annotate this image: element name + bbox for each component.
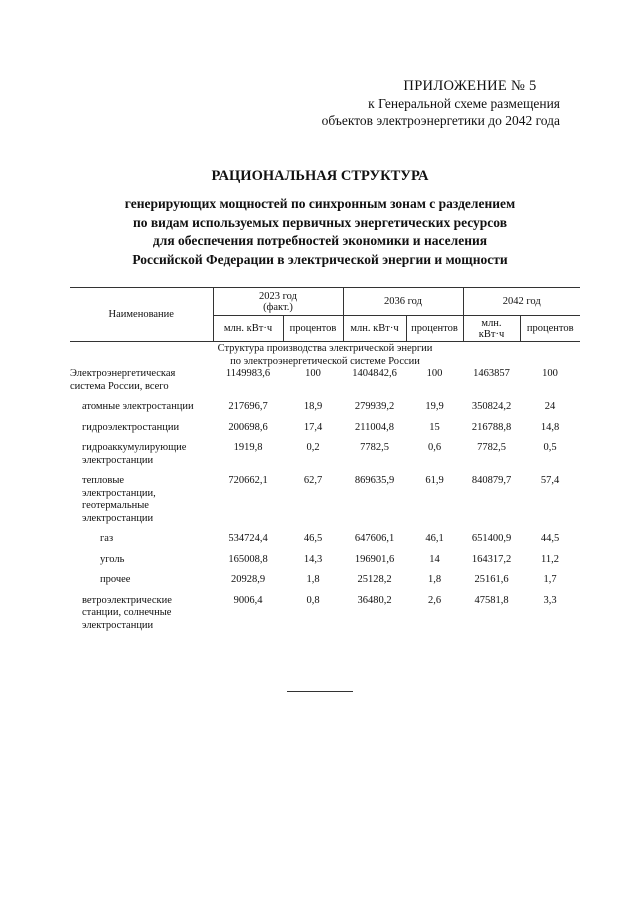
subtitle-line: Российской Федерации в электрической энергии и мощности bbox=[132, 251, 508, 267]
cell-value: 0,6 bbox=[427, 442, 442, 453]
table-row bbox=[70, 574, 580, 595]
appendix-title: ПРИЛОЖЕНИЕ № 5 bbox=[403, 78, 537, 94]
cell-value: 20928,9 bbox=[230, 574, 266, 585]
cell-value: 196901,6 bbox=[354, 553, 395, 565]
row-name: Электроэнергетическая система России, всего bbox=[70, 368, 176, 392]
cell-value: 100 bbox=[426, 368, 443, 379]
cell-value: 0,8 bbox=[306, 594, 320, 606]
header-year-2023: 2023 год (факт.) bbox=[213, 288, 343, 316]
table-row bbox=[70, 368, 580, 401]
data-table bbox=[70, 287, 580, 640]
header-unit: млн. кВт·ч bbox=[463, 316, 520, 342]
subtitle-line: по видам используемых первичных энергетических ресурсов bbox=[132, 214, 508, 230]
cell-value: 61,9 bbox=[425, 475, 444, 486]
cell-value: 647606,1 bbox=[354, 533, 395, 544]
cell-value: 164317,2 bbox=[471, 553, 512, 565]
cell-value: 279939,2 bbox=[354, 401, 395, 412]
cell-value: 1,8 bbox=[427, 574, 442, 585]
cell-value: 25161,6 bbox=[474, 574, 509, 585]
cell-value: 720662,1 bbox=[228, 475, 268, 486]
table-body bbox=[70, 342, 580, 641]
cell-value: 869635,9 bbox=[354, 475, 395, 486]
cell-value: 1,8 bbox=[306, 574, 320, 585]
appendix-line-1: к Генеральной схеме размещения bbox=[368, 96, 560, 111]
row-name: гидроаккумулирующие электростанции bbox=[82, 442, 187, 466]
cell-value: 7782,5 bbox=[477, 442, 506, 453]
cell-value: 7782,5 bbox=[360, 442, 389, 453]
cell-value: 46,1 bbox=[425, 533, 444, 544]
cell-value: 14,8 bbox=[540, 421, 560, 433]
header-unit: млн. кВт·ч bbox=[343, 316, 406, 342]
row-name: прочее bbox=[100, 574, 131, 585]
table-row bbox=[70, 554, 580, 575]
cell-value: 9006,4 bbox=[233, 594, 263, 606]
cell-value: 11,2 bbox=[541, 553, 559, 565]
cell-value: 0,2 bbox=[306, 442, 320, 453]
cell-value: 15 bbox=[429, 421, 440, 433]
table-row bbox=[70, 595, 580, 641]
cell-value: 0,5 bbox=[543, 442, 557, 453]
cell-value: 17,4 bbox=[303, 421, 323, 433]
table-row bbox=[70, 475, 580, 533]
cell-value: 200698,6 bbox=[228, 421, 268, 433]
section-title: Структура производства электрической энергии по электроэнергетической системе России bbox=[217, 343, 433, 367]
cell-value: 350824,2 bbox=[471, 401, 512, 412]
appendix-block bbox=[260, 78, 560, 129]
cell-value: 44,5 bbox=[540, 533, 560, 544]
cell-value: 18,9 bbox=[303, 401, 323, 412]
cell-value: 211004,8 bbox=[355, 421, 394, 433]
table-row bbox=[70, 401, 580, 422]
row-name: уголь bbox=[100, 553, 125, 565]
cell-value: 1149983,6 bbox=[225, 368, 271, 379]
header-year-2036: 2036 год bbox=[343, 288, 463, 316]
header-unit: процентов bbox=[406, 316, 463, 342]
cell-value: 47581,8 bbox=[474, 594, 509, 606]
cell-value: 36480,2 bbox=[357, 594, 392, 606]
cell-value: 62,7 bbox=[303, 475, 323, 486]
row-name: гидроэлектростанции bbox=[82, 421, 180, 433]
table-row bbox=[70, 442, 580, 475]
cell-value: 100 bbox=[305, 368, 321, 379]
cell-value: 100 bbox=[542, 368, 558, 379]
cell-value: 3,3 bbox=[543, 594, 557, 606]
cell-value: 14,3 bbox=[303, 553, 323, 565]
subtitle-line: генерирующих мощностей по синхронным зонам с разделением bbox=[124, 196, 516, 211]
cell-value: 19,9 bbox=[425, 401, 444, 412]
header-year-2042: 2042 год bbox=[463, 288, 580, 316]
header-unit: млн. кВт·ч bbox=[213, 316, 283, 342]
table-row bbox=[70, 422, 580, 443]
cell-value: 2,6 bbox=[427, 594, 442, 606]
subtitle-line: для обеспечения потребностей экономики и населения bbox=[152, 233, 488, 248]
cell-value: 534724,4 bbox=[228, 533, 268, 544]
cell-value: 217696,7 bbox=[228, 401, 268, 412]
document-title: РАЦИОНАЛЬНАЯ СТРУКТУРА bbox=[211, 168, 429, 184]
cell-value: 46,5 bbox=[303, 533, 323, 544]
cell-value: 57,4 bbox=[540, 475, 560, 486]
cell-value: 651400,9 bbox=[471, 533, 512, 544]
cell-value: 25128,2 bbox=[357, 574, 392, 585]
appendix-line-2: объектов электроэнергетики до 2042 года bbox=[321, 113, 560, 128]
row-name: газ bbox=[100, 533, 114, 544]
table-row bbox=[70, 533, 580, 554]
cell-value: 1,7 bbox=[543, 574, 557, 585]
cell-value: 14 bbox=[429, 553, 440, 565]
row-name: ветроэлектрические станции, солнечные электростанции bbox=[82, 594, 172, 631]
row-name: тепловые электростанции, геотермальные электростанции bbox=[82, 475, 156, 524]
cell-value: 1463857 bbox=[473, 368, 510, 379]
header-unit: процентов bbox=[520, 316, 580, 342]
footer-divider bbox=[287, 691, 353, 692]
cell-value: 216788,8 bbox=[471, 421, 512, 433]
cell-value: 840879,7 bbox=[471, 475, 512, 486]
cell-value: 1919,8 bbox=[233, 442, 263, 453]
document-subtitle bbox=[0, 195, 640, 269]
cell-value: 165008,8 bbox=[228, 553, 268, 565]
cell-value: 1404842,6 bbox=[352, 368, 397, 379]
cell-value: 24 bbox=[544, 401, 556, 412]
table-header bbox=[70, 288, 580, 342]
header-unit: процентов bbox=[283, 316, 343, 342]
row-name: атомные электростанции bbox=[82, 401, 194, 412]
header-name: Наименование bbox=[70, 288, 213, 342]
